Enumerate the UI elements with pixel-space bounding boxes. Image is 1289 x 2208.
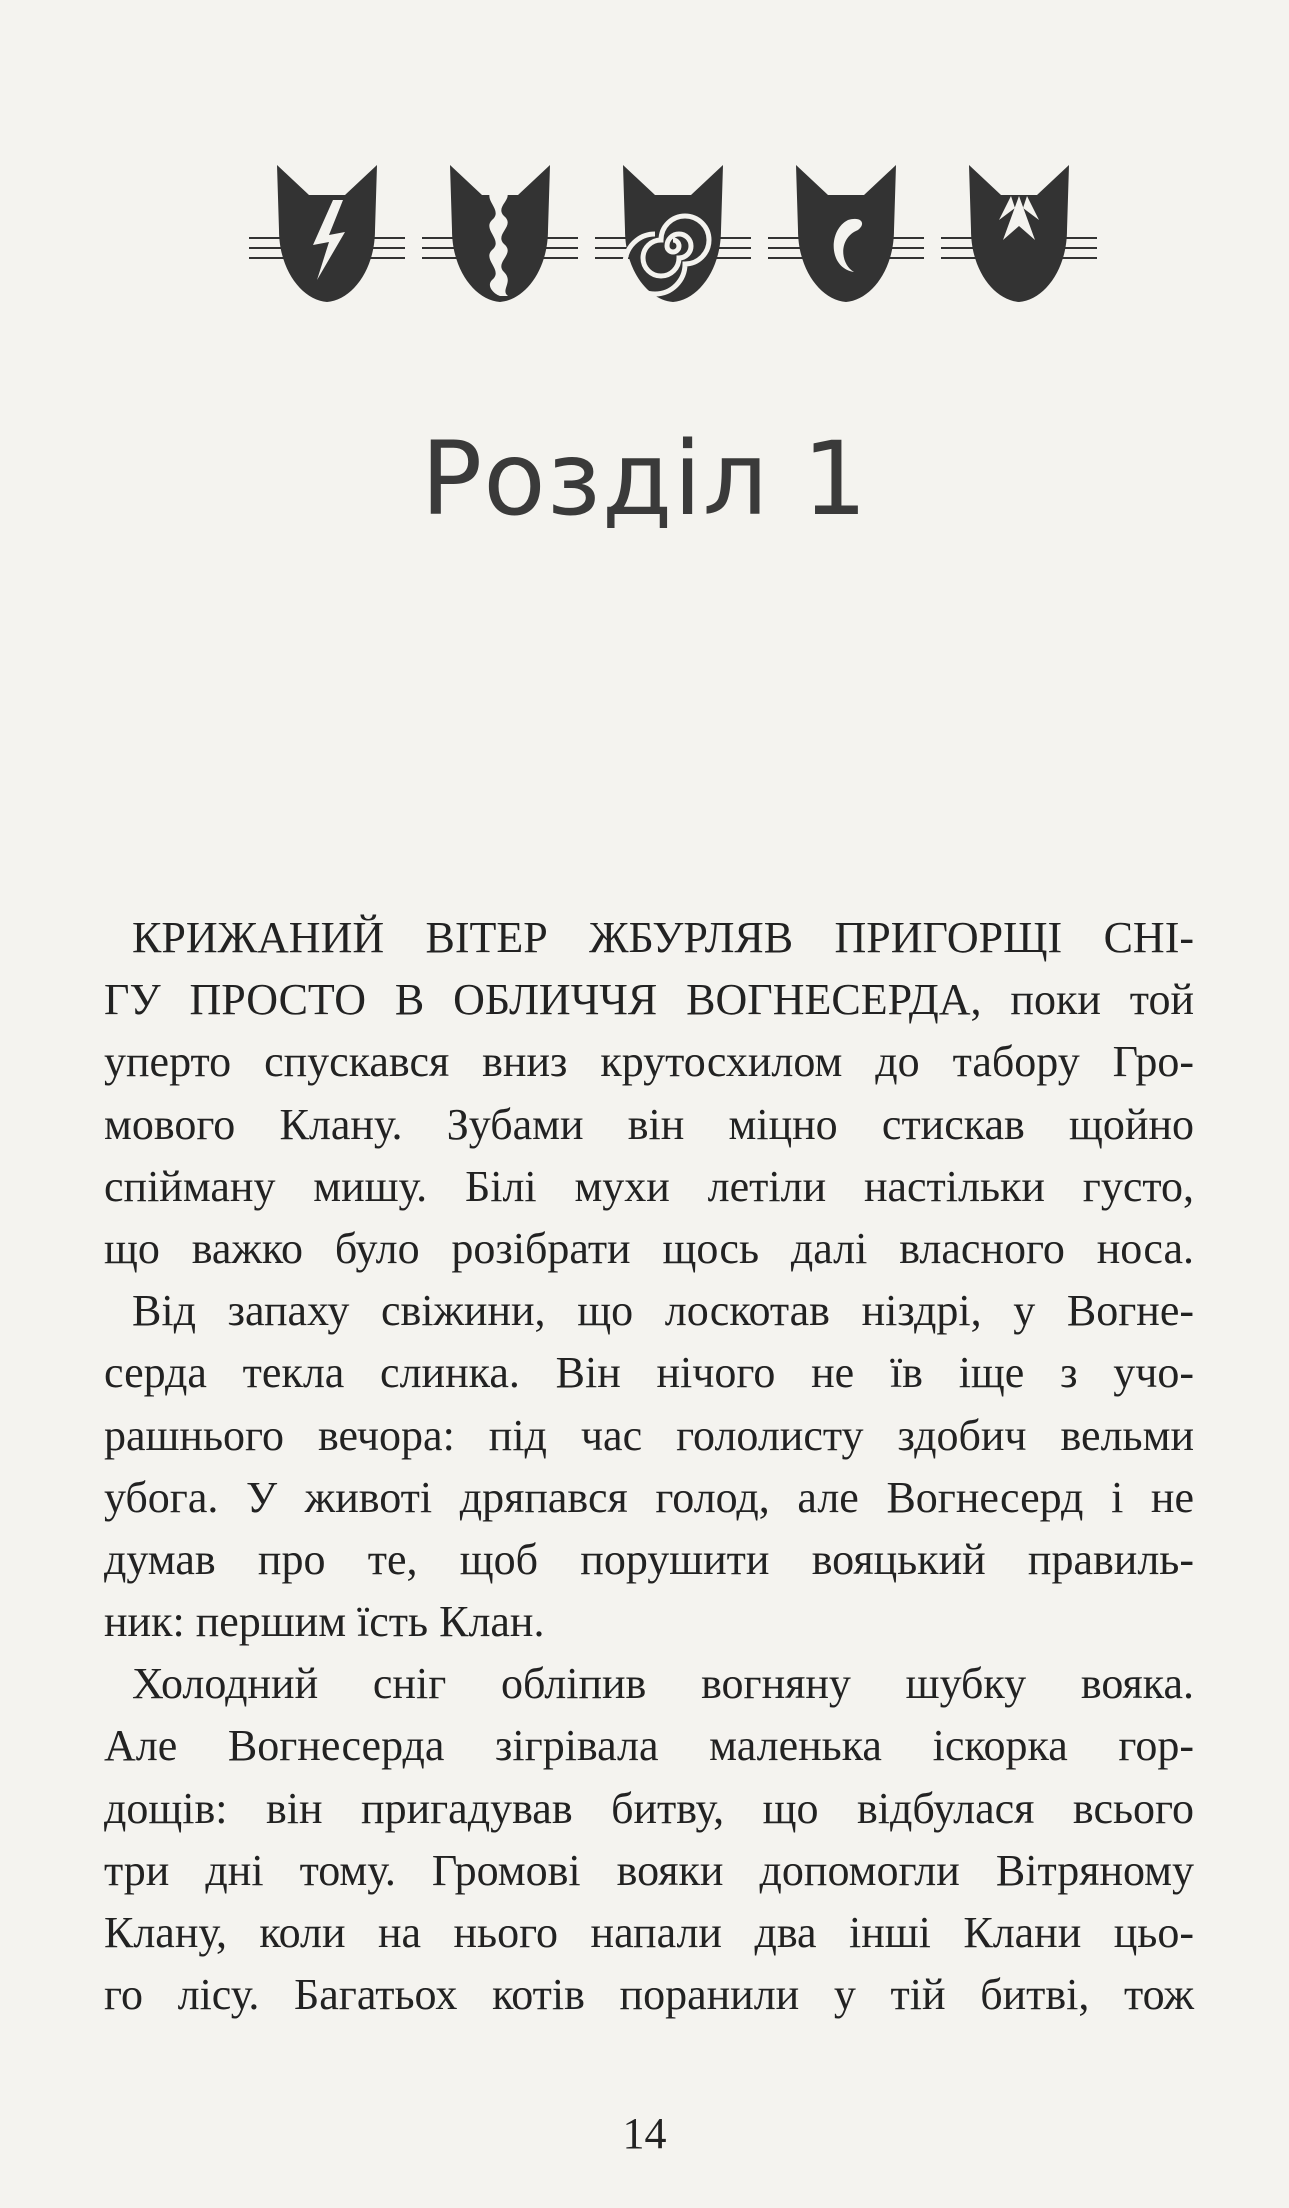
wave-cat-emblem-icon [420,160,580,310]
text-line: дощів: він пригадував битву, що відбулася всього [104,1783,1194,1833]
star-cat-emblem-icon [939,160,1099,310]
text-line: рашнього вечора: під час гололисту здобич вельми [104,1410,1194,1460]
text-line: уперто спускався вниз крутосхилом до табору Гро- [104,1037,1194,1087]
paragraph [104,1280,1194,1653]
text-line: Холодний сніг обліпив вогняну шубку вояка. [132,1659,1194,1709]
text-line: три дні тому. Громові вояки допомогли Вітряному [104,1845,1194,1895]
text-line: Від запаху свіжини, що лоскотав ніздрі, у Вогне- [132,1286,1194,1336]
text-line: Але Вогнесерда зігрівала маленька іскорка гор- [104,1721,1194,1771]
text-line: КРИЖАНИЙ ВІТЕР ЖБУРЛЯВ ПРИГОРЩІ СНІ- [132,913,1194,962]
text-line: думав про те, щоб порушити вояцький правиль- [104,1534,1194,1584]
paragraph [104,1653,1194,2026]
text-line: спійману мишу. Білі мухи летіли настільки густо, [104,1161,1194,1211]
page-number: 14 [622,2109,667,2158]
emblem-row [0,160,1289,310]
text-line: що важко було розібрати щось далі власного носа. [104,1223,1194,1273]
text-line: мового Клану. Зубами він міцно стискав щойно [104,1099,1194,1149]
text-line: ГУ ПРОСТО В ОБЛИЧЧЯ ВОГНЕСЕРДА, поки той [104,975,1194,1025]
chapter-title: Розділ 1 [420,420,869,539]
body-text [104,907,1194,2026]
paragraph [104,907,1194,1280]
text-line: Клану, коли на нього напали два інші Клани цьо- [104,1908,1194,1957]
spiral-cat-emblem-icon [593,160,753,310]
text-line: убога. У животі дряпався голод, але Вогнесерд і не [104,1472,1194,1522]
text-line: ник: першим їсть Клан. [104,1597,545,1647]
crescent-cat-emblem-icon [766,160,926,310]
text-line: го лісу. Багатьох котів поранили у тій битві, тож [104,1970,1194,2020]
text-line: серда текла слинка. Він нічого не їв іще з учо- [104,1348,1194,1398]
lightning-cat-emblem-icon [247,160,407,310]
